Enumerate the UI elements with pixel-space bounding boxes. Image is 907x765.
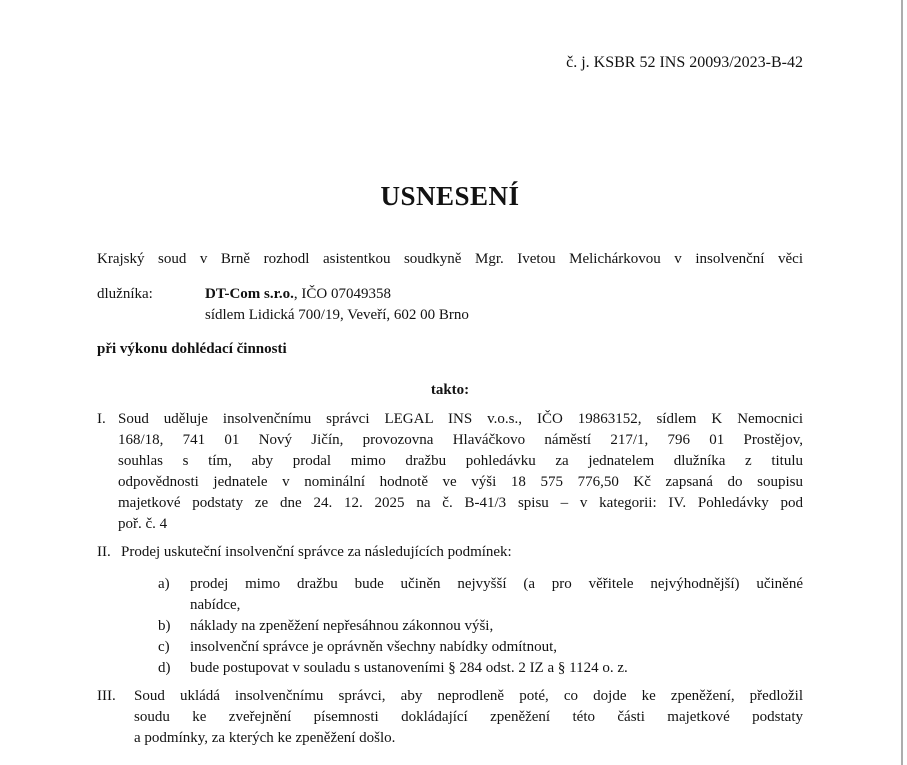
section-II-text	[121, 542, 803, 563]
intro-paragraph: Krajský soud v Brně rozhodl asistentkou soudkyně Mgr. Ivetou Melichárkovou v insolvenční věci	[97, 251, 803, 267]
section-text-line: Soud uděluje insolvenčnímu správci LEGAL INS v.o.s., IČO 19863152, sídlem K Nemocnici	[118, 411, 803, 427]
condition-text-line: prodej mimo dražbu bude učiněn nejvyšší (a pro věřitele nejvýhodnější) učiněné	[190, 576, 803, 592]
debtor-block	[97, 284, 803, 326]
section-III	[97, 686, 803, 749]
debtor-label: dlužníka:	[97, 286, 153, 302]
debtor-details	[205, 284, 469, 326]
supervision-clause: při výkonu dohlédací činnosti	[97, 341, 287, 357]
condition-item-b	[158, 616, 803, 637]
condition-item-a	[158, 574, 803, 616]
section-text-line: souhlas s tím, aby prodal mimo dražbu pohledávku za jednatelem dlužníka z titulu	[118, 453, 803, 469]
condition-text	[190, 637, 803, 658]
document-content	[97, 0, 803, 749]
section-text-line: majetkové podstaty ze dne 24. 12. 2025 na č. B-41/3 spisu – v kategorii: IV. Pohledávky pod	[118, 495, 803, 511]
condition-item-d	[158, 658, 803, 679]
section-text-line: 168/18, 741 01 Nový Jičín, provozovna Hlaváčkovo náměstí 217/1, 796 01 Prostějov,	[118, 432, 803, 448]
condition-text-line: insolvenční správce je oprávněn všechny nabídky odmítnout,	[190, 639, 557, 655]
condition-text-line: bude postupovat v souladu s ustanoveními § 284 odst. 2 IZ a § 1124 o. z.	[190, 660, 628, 676]
debtor-address: sídlem Lidická 700/19, Veveří, 602 00 Brno	[205, 307, 469, 323]
document-title: USNESENÍ	[380, 181, 520, 211]
condition-text	[190, 574, 803, 616]
condition-marker: d)	[158, 660, 171, 676]
section-text-line: Prodej uskuteční insolvenční správce za následujících podmínek:	[121, 544, 512, 560]
section-I	[97, 409, 803, 535]
section-II-numeral: II.	[97, 544, 111, 560]
section-I-numeral: I.	[97, 411, 106, 427]
condition-marker: a)	[158, 576, 170, 592]
section-text-line: soudu ke zveřejnění písemnosti dokládající zpeněžení této části majetkové podstaty	[134, 709, 803, 725]
section-text-line: Soud ukládá insolvenčnímu správci, aby neprodleně poté, co dojde ke zpeněžení, předložil	[134, 688, 803, 704]
condition-text-line: náklady na zpeněžení nepřesáhnou zákonnou výši,	[190, 618, 494, 634]
condition-text	[190, 616, 803, 637]
section-text-line: odpovědnosti jednatele v nominální hodnotě ve výši 18 575 776,50 Kč zapsaná do soupisu	[118, 474, 803, 490]
section-text-line: a podmínky, za kterých ke zpeněžení došlo.	[134, 730, 396, 746]
takto-heading: takto:	[430, 382, 470, 398]
conditions-list	[158, 574, 803, 679]
debtor-name-line	[205, 284, 469, 305]
section-I-text	[118, 409, 803, 535]
condition-marker: c)	[158, 639, 170, 655]
condition-text-line: nabídce,	[190, 597, 241, 613]
case-number: č. j. KSBR 52 INS 20093/2023-B-42	[566, 54, 803, 71]
section-III-numeral: III.	[97, 688, 116, 704]
section-III-text	[134, 686, 803, 749]
debtor-ico: , IČO 07049358	[293, 286, 391, 302]
condition-item-c	[158, 637, 803, 658]
debtor-name: DT-Com s.r.o.	[205, 286, 294, 302]
window-edge-line	[901, 0, 903, 765]
condition-marker: b)	[158, 618, 171, 634]
section-text-line: poř. č. 4	[118, 516, 168, 532]
condition-text	[190, 658, 803, 679]
section-II	[97, 542, 803, 563]
